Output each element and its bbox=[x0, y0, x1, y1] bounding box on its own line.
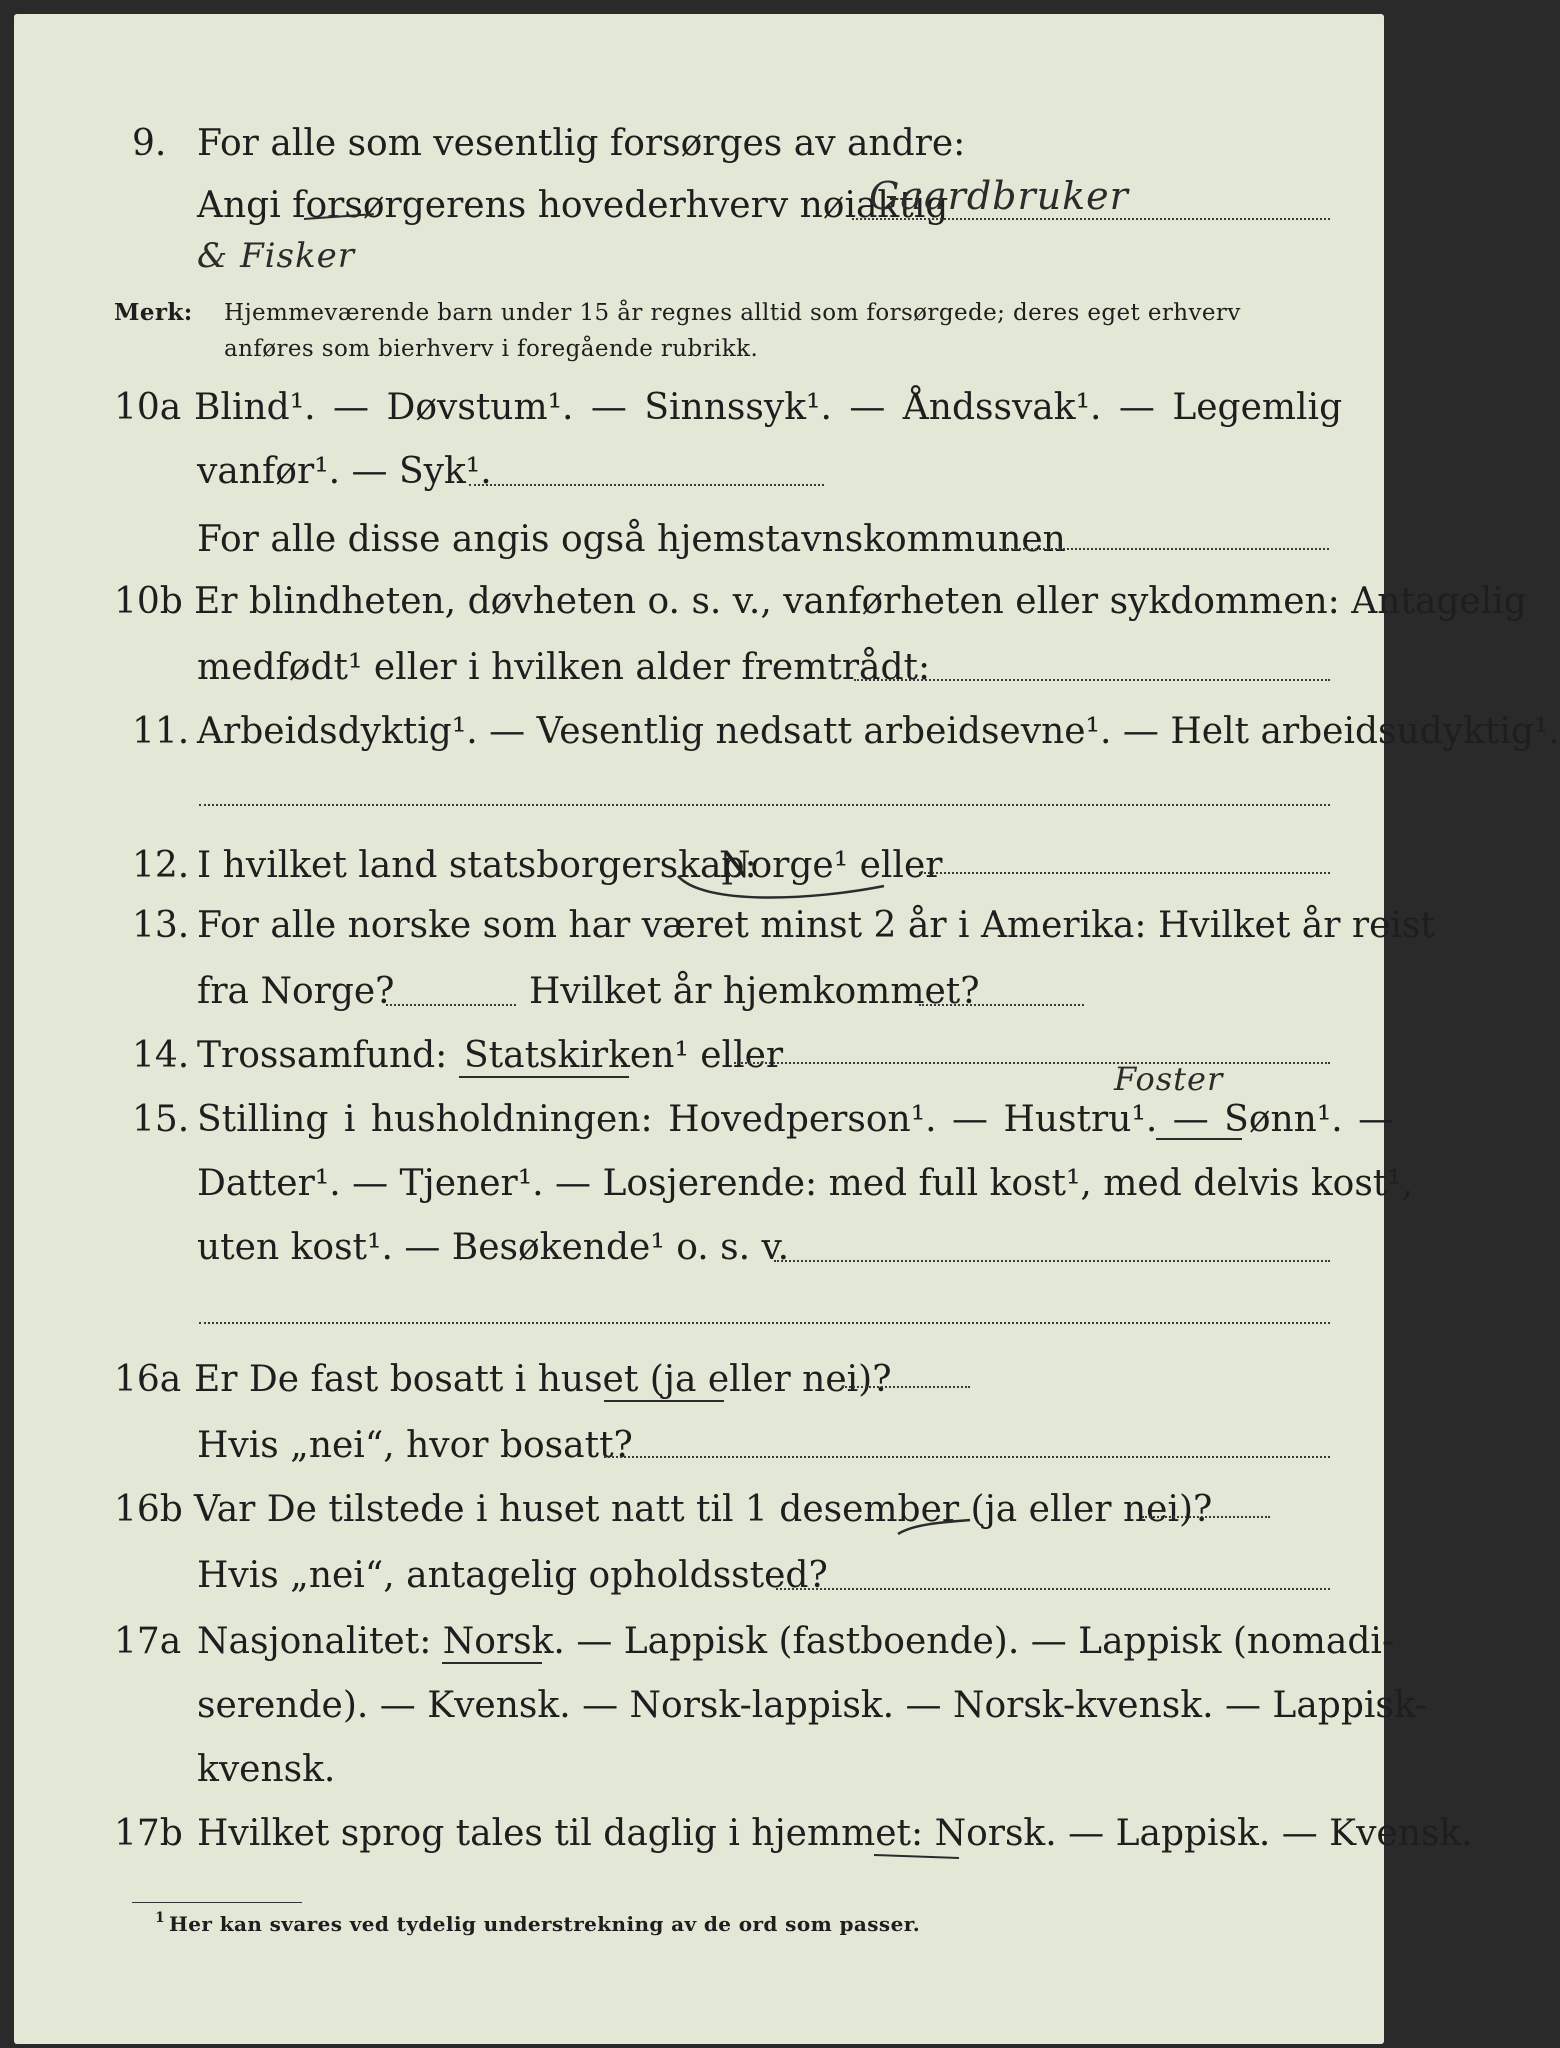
q14-options: Statskirken¹ eller bbox=[464, 1035, 784, 1076]
q13-reist-line bbox=[386, 1004, 516, 1006]
q17b-line1: Hvilket sprog tales til daglig i hjemmet: Norsk. — Lappisk. — Kvensk. bbox=[197, 1813, 1473, 1854]
q13-line1: For alle norske som har været minst 2 år i Amerika: Hvilket år reist bbox=[197, 905, 1435, 946]
q12-land-line bbox=[919, 872, 1330, 874]
q15-number: 15. bbox=[132, 1099, 190, 1140]
q9-answer-line bbox=[852, 218, 1330, 220]
q11-number: 11. bbox=[132, 711, 190, 752]
q9-line1: For alle som vesentlig forsørges av andre: bbox=[197, 123, 966, 164]
merk-line1: Hjemmeværende barn under 15 år regnes alltid som forsørgede; deres eget erhverv bbox=[224, 300, 1241, 326]
census-form-page bbox=[14, 14, 1560, 2044]
q15-line1: Stilling i husholdningen: Hovedperson¹. — Hustru¹. — Sønn¹. — bbox=[197, 1099, 1395, 1140]
q16a-line1: Er De fast bosatt i huset (ja eller nei)? bbox=[194, 1359, 892, 1400]
q14-label: Trossamfund: bbox=[197, 1035, 448, 1076]
q12-options: Norge¹ eller bbox=[719, 845, 943, 886]
q16b-number: 16b bbox=[114, 1489, 183, 1530]
q10b-line2: medfødt¹ eller i hvilken alder fremtrådt: bbox=[197, 647, 931, 688]
q15-blank-line bbox=[199, 1322, 1330, 1324]
q13-line2b: Hvilket år hjemkommet? bbox=[529, 971, 980, 1012]
q12-number: 12. bbox=[132, 845, 190, 886]
q17a-line2: serende). — Kvensk. — Norsk-lappisk. — Norsk-kvensk. — Lappisk- bbox=[197, 1685, 1428, 1726]
q16b-opholdssted-line bbox=[776, 1588, 1330, 1590]
q16b-line1: Var De tilstede i huset natt til 1 desember (ja eller nei)? bbox=[194, 1489, 1213, 1530]
q10a-number: 10a bbox=[114, 387, 182, 428]
q10a-syk-line bbox=[469, 484, 824, 486]
q16b-underline-mark bbox=[894, 1516, 974, 1538]
merk-line2: anføres som bierhverv i foregående rubrikk. bbox=[224, 336, 759, 362]
q16b-line2: Hvis „nei“, antagelig opholdssted? bbox=[197, 1555, 828, 1596]
q15-line3: uten kost¹. — Besøkende¹ o. s. v. bbox=[197, 1227, 790, 1268]
q9-number: 9. bbox=[132, 123, 167, 164]
footnote-text: Her kan svares ved tydelig understrekning av de ord som passer. bbox=[169, 1912, 921, 1936]
q11-blank-line bbox=[199, 804, 1330, 806]
q16a-answer-line bbox=[842, 1386, 970, 1388]
q15-line2: Datter¹. — Tjener¹. — Losjerende: med full kost¹, med delvis kost¹, bbox=[197, 1163, 1414, 1204]
q9-line2: Angi forsørgerens hovederhverv nøiaktig bbox=[197, 185, 949, 226]
q14-trossamfund-line bbox=[734, 1062, 1330, 1064]
q16b-answer-line bbox=[1142, 1516, 1270, 1518]
q10a-line1: Blind¹. — Døvstum¹. — Sinnssyk¹. — Åndssvak¹. — Legemlig bbox=[194, 387, 1343, 428]
q17b-number: 17b bbox=[114, 1813, 183, 1854]
q13-line2a: fra Norge? bbox=[197, 971, 395, 1012]
q17a-number: 17a bbox=[114, 1621, 182, 1662]
q14-number: 14. bbox=[132, 1035, 190, 1076]
q15-underline-mark bbox=[1156, 1138, 1242, 1140]
footnote-rule bbox=[132, 1902, 302, 1903]
footnote bbox=[155, 1910, 921, 1936]
q9-answer1-handwritten: Gaardbruker bbox=[869, 174, 1129, 218]
q17a-line1: Nasjonalitet: Norsk. — Lappisk (fastboende). — Lappisk (nomadi- bbox=[197, 1621, 1395, 1662]
q10a-line2: vanfør¹. — Syk¹. bbox=[197, 451, 492, 492]
q10a-line3: For alle disse angis også hjemstavnskommunen bbox=[197, 519, 1066, 560]
q10b-line1: Er blindheten, døvheten o. s. v., vanførheten eller sykdommen: Antagelig bbox=[194, 581, 1527, 622]
q11-line1: Arbeidsdyktig¹. — Vesentlig nedsatt arbeidsevne¹. — Helt arbeidsudyktig¹. bbox=[197, 711, 1560, 752]
q15-foster-handwritten: Foster bbox=[1114, 1060, 1224, 1098]
q12-label: I hvilket land statsborgerskap: bbox=[197, 845, 757, 886]
q16a-bosatt-line bbox=[604, 1456, 1330, 1458]
footnote-mark: 1 bbox=[155, 1910, 166, 1926]
q17a-line3: kvensk. bbox=[197, 1749, 336, 1790]
q13-hjemkommet-line bbox=[919, 1004, 1084, 1006]
q16a-line2: Hvis „nei“, hvor bosatt? bbox=[197, 1425, 633, 1466]
q10b-number: 10b bbox=[114, 581, 183, 622]
merk-label: Merk: bbox=[114, 299, 193, 326]
q10b-alder-line bbox=[854, 679, 1330, 681]
q14-underline-mark bbox=[459, 1076, 629, 1078]
q16a-number: 16a bbox=[114, 1359, 182, 1400]
q9-answer2-handwritten: & Fisker bbox=[197, 236, 355, 276]
q17a-underline-mark bbox=[442, 1662, 542, 1664]
q16a-underline-mark bbox=[604, 1400, 724, 1402]
q10a-kommune-line bbox=[999, 548, 1329, 550]
q15-besokende-line bbox=[774, 1260, 1330, 1262]
q13-number: 13. bbox=[132, 905, 190, 946]
